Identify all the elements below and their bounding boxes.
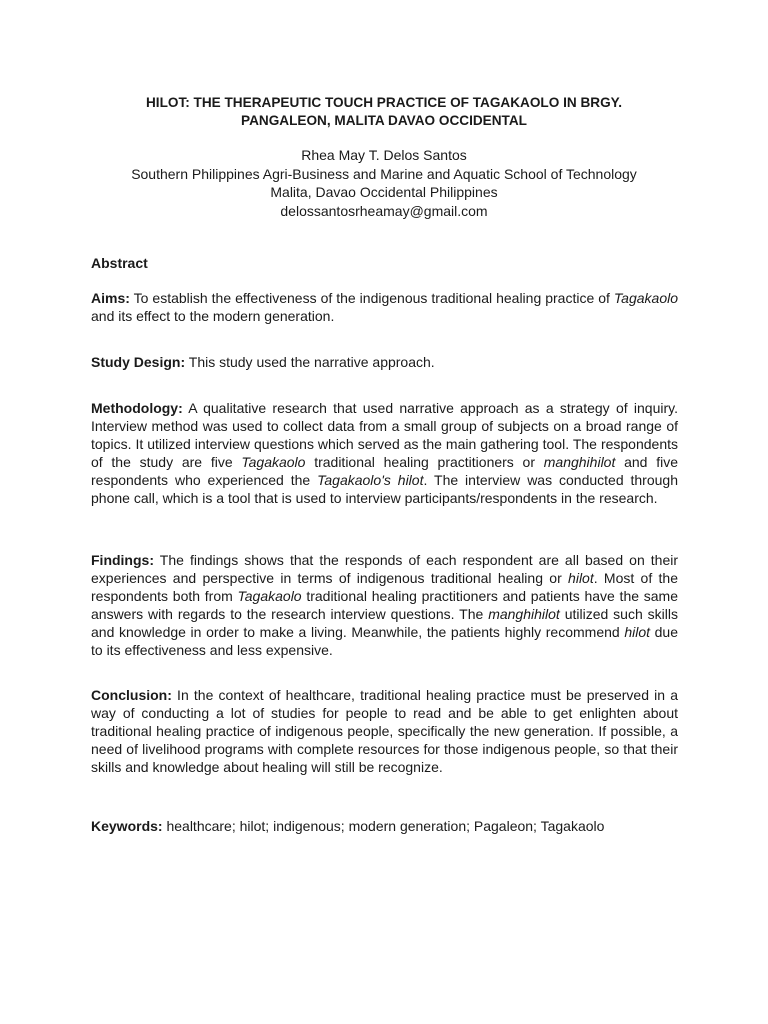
conclusion-label: Conclusion: (91, 687, 172, 703)
methodology-paragraph (91, 399, 678, 507)
findings-text-2: . Most of the respondents both from (91, 570, 678, 604)
study-design-text: This study used the narrative approach. (185, 354, 435, 370)
findings-italic-2: Tagakaolo (237, 588, 302, 604)
findings-text-5: due to its effectiveness and less expensive. (91, 624, 678, 658)
abstract-heading: Abstract (91, 255, 148, 271)
findings-italic-4: hilot (624, 624, 650, 640)
author-institution: Southern Philippines Agri-Business and Marine and Aquatic School of Technology (131, 165, 637, 182)
findings-label: Findings: (91, 552, 154, 568)
author-block (70, 146, 698, 220)
methodology-text-3: and five respondents who experienced the (91, 454, 678, 488)
aims-text-2: and its effect to the modern generation. (91, 308, 335, 324)
title-line-1: HILOT: THE THERAPEUTIC TOUCH PRACTICE OF TAGAKAOLO IN BRGY. (145, 95, 623, 110)
aims-label: Aims: (91, 290, 130, 306)
methodology-italic-3: Tagakaolo's hilot (317, 472, 424, 488)
findings-text-3: traditional healing practitioners and patients have the same answers with regards to the research interview questions. The (91, 588, 678, 622)
methodology-italic-1: Tagakaolo (241, 454, 306, 470)
conclusion-text: In the context of healthcare, traditional healing practice must be preserved in a way of conducting a lot of studies for people to read and be able to get enlighten about traditional healing practice of indigenous people, specifically the new generation. If possible, a need of livelihood programs with complete resources for those indigenous people, so that their skills and knowledge about healing will still be recognize. (91, 687, 678, 775)
findings-paragraph (91, 551, 678, 659)
aims-italic-1: Tagakaolo (613, 290, 678, 306)
study-design-paragraph (91, 353, 678, 371)
keywords-label: Keywords: (91, 818, 163, 834)
findings-text-4: utilized such skills and knowledge in order to make a living. Meanwhile, the patients highly recommend (91, 606, 678, 640)
keywords-paragraph (91, 817, 678, 835)
conclusion-paragraph (91, 686, 678, 776)
methodology-label: Methodology: (91, 400, 183, 416)
methodology-text-1: A qualitative research that used narrative approach as a strategy of inquiry. Interview method was used to collect data from a small group of subjects on a broad range of topics. It utilized interview questions which served as the main gathering tool. The respondents of the study are five (91, 400, 678, 470)
methodology-text-4: . The interview was conducted through phone call, which is a tool that is used to interview participants/respondents in the research. (91, 472, 678, 506)
aims-paragraph (91, 289, 678, 325)
findings-italic-1: hilot (568, 570, 594, 586)
author-email: delossantosrheamay@gmail.com (280, 202, 488, 219)
study-design-label: Study Design: (91, 354, 186, 370)
findings-text-1: The findings shows that the responds of each respondent are all based on their experiences and perspective in terms of indigenous traditional healing or (91, 552, 678, 586)
methodology-italic-2: manghihilot (543, 454, 616, 470)
keywords-text: healthcare; hilot; indigenous; modern generation; Pagaleon; Tagakaolo (162, 818, 605, 834)
aims-text-1: To establish the effectiveness of the indigenous traditional healing practice of (129, 290, 614, 306)
author-location: Malita, Davao Occidental Philippines (270, 184, 498, 200)
methodology-text-2: traditional healing practitioners or (305, 454, 544, 470)
author-name: Rhea May T. Delos Santos (301, 147, 467, 163)
title-line-2: PANGALEON, MALITA DAVAO OCCIDENTAL (241, 113, 527, 128)
paper-title (70, 94, 698, 130)
findings-italic-3: manghihilot (488, 606, 560, 622)
